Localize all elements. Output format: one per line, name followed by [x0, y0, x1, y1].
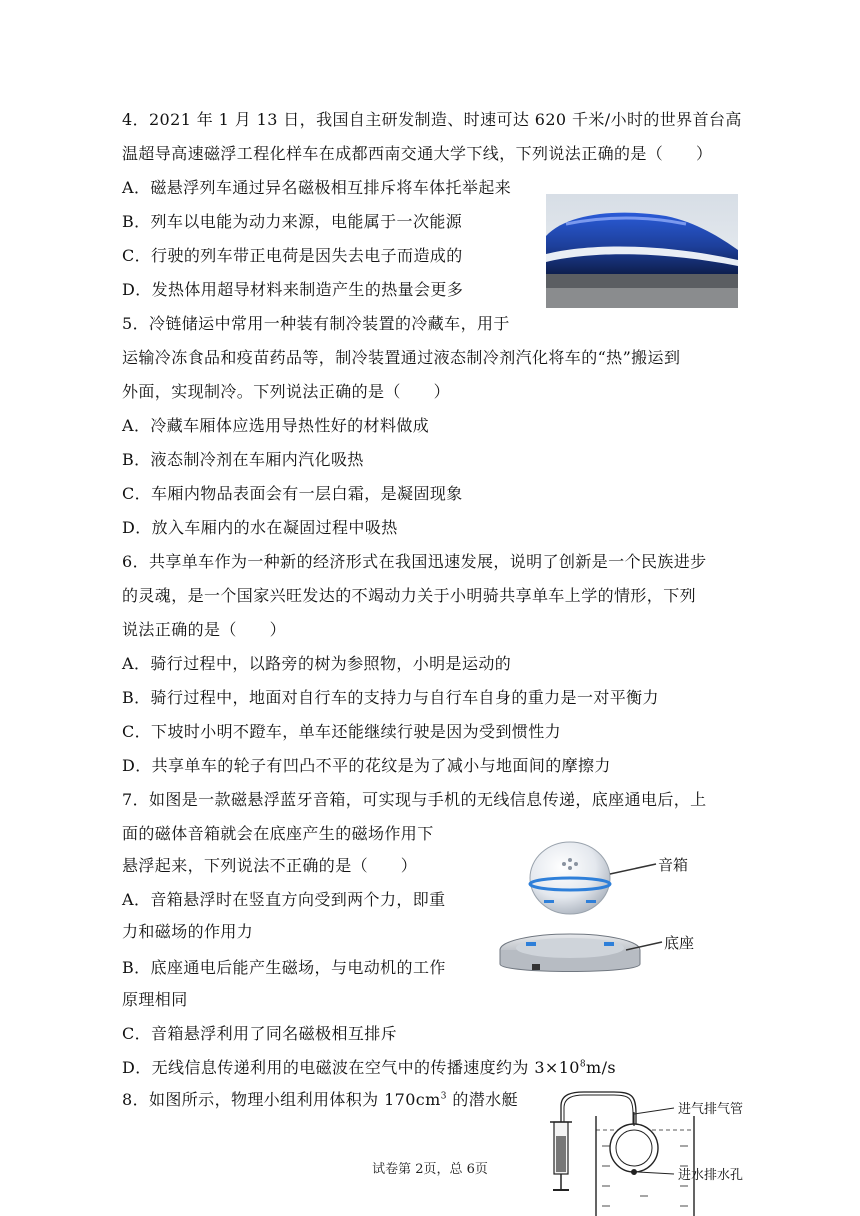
- label-inlet-outlet-pipe: 进气排气管: [678, 1102, 744, 1117]
- q5-stem-line2: 运输冷冻食品和疫苗药品等，制冷装置通过液态制冷剂汽化将车的“热”搬运到: [122, 348, 681, 367]
- pipe-leader-line: [634, 1108, 674, 1114]
- q7-stem-line1: 7．如图是一款磁悬浮蓝牙音箱，可实现与手机的无线信息传递，底座通电后，上: [122, 790, 707, 809]
- speaker-leader-line: [610, 864, 656, 874]
- q7-option-a-line2: 力和磁场的作用力: [122, 922, 254, 941]
- q8-stem-tail: 的潜水艇: [446, 1090, 518, 1109]
- q4-option-b: B．列车以电能为动力来源，电能属于一次能源: [122, 212, 463, 231]
- q6-stem-line2: 的灵魂，是一个国家兴旺发达的不竭动力关于小明骑共享单车上学的情形，下列: [122, 586, 697, 605]
- q5-option-c: C．车厢内物品表面会有一层白霜，是凝固现象: [122, 484, 463, 503]
- q4-stem-line1: 4．2021 年 1 月 13 日，我国自主研发制造、时速可达 620 千米/小时的世界首台高: [122, 110, 742, 129]
- q7-option-d-unit: m/s: [586, 1058, 616, 1077]
- q6-stem-line1: 6．共享单车作为一种新的经济形式在我国迅速发展，说明了创新是一个民族进步: [122, 552, 707, 571]
- page-footer: 试卷第 2页，总 6页: [372, 1162, 488, 1177]
- label-water-hole: 进水排水孔: [678, 1168, 744, 1183]
- q4-stem-line2: 温超导高速磁浮工程化样车在成都西南交通大学下线，下列说法正确的是（ ）: [122, 144, 713, 163]
- maglev-train-photo: [546, 194, 738, 308]
- q7-option-a-line1: A．音箱悬浮时在竖直方向受到两个力，即重: [122, 890, 446, 909]
- q7-option-b-line1: B．底座通电后能产生磁场，与电动机的工作: [122, 958, 446, 977]
- q8-stem-text: 8．如图所示，物理小组利用体积为 170cm: [122, 1090, 441, 1109]
- q7-option-d-text: D．无线信息传递利用的电磁波在空气中的传播速度约为 3×10: [122, 1058, 580, 1077]
- q7-option-d: [122, 1058, 616, 1078]
- speaker-sphere: [530, 842, 610, 914]
- q7-option-b-line2: 原理相同: [122, 990, 188, 1009]
- q7-stem-line2: 面的磁体音箱就会在底座产生的磁场作用下: [122, 824, 434, 843]
- q5-stem-line1: 5．冷链储运中常用一种装有制冷装置的冷藏车，用于: [122, 314, 510, 333]
- q7-option-c: C．音箱悬浮利用了同名磁极相互排斥: [122, 1024, 398, 1043]
- q6-stem-line3: 说法正确的是（ ）: [122, 620, 287, 639]
- q5-stem-line3: 外面，实现制冷。下列说法正确的是（ ）: [122, 382, 451, 401]
- q8-stem-exponent: 3: [440, 1091, 447, 1102]
- q6-option-b: B．骑行过程中，地面对自行车的支持力与自行车自身的重力是一对平衡力: [122, 688, 659, 707]
- q5-option-a: A．冷藏车厢体应选用导热性好的材料做成: [122, 416, 430, 435]
- q5-option-d: D．放入车厢内的水在凝固过程中吸热: [122, 518, 398, 537]
- q8-stem: [122, 1090, 518, 1110]
- syringe: [550, 1122, 572, 1190]
- q4-option-d: D．发热体用超导材料来制造产生的热量会更多: [122, 280, 464, 299]
- q5-option-b: B．液态制冷剂在车厢内汽化吸热: [122, 450, 364, 469]
- q4-option-c: C．行驶的列车带正电荷是因失去电子而造成的: [122, 246, 463, 265]
- q6-option-a: A．骑行过程中，以路旁的树为参照物，小明是运动的: [122, 654, 512, 673]
- submarine-experiment-figure: [544, 1086, 754, 1216]
- q4-option-a: A．磁悬浮列车通过异名磁极相互排斥将车体托举起来: [122, 178, 512, 197]
- q7-option-d-exponent: 8: [579, 1059, 587, 1070]
- label-base: 底座: [664, 934, 695, 952]
- label-speaker: 音箱: [658, 856, 689, 874]
- q6-option-d: D．共享单车的轮子有凹凸不平的花纹是为了减小与地面间的摩擦力: [122, 756, 611, 775]
- q6-option-c: C．下坡时小明不蹬车，单车还能继续行驶是因为受到惯性力: [122, 722, 562, 741]
- base-pad: [500, 934, 640, 972]
- q7-stem-line3: 悬浮起来，下列说法不正确的是（ ）: [122, 856, 418, 875]
- levitating-speaker-figure: [486, 838, 726, 988]
